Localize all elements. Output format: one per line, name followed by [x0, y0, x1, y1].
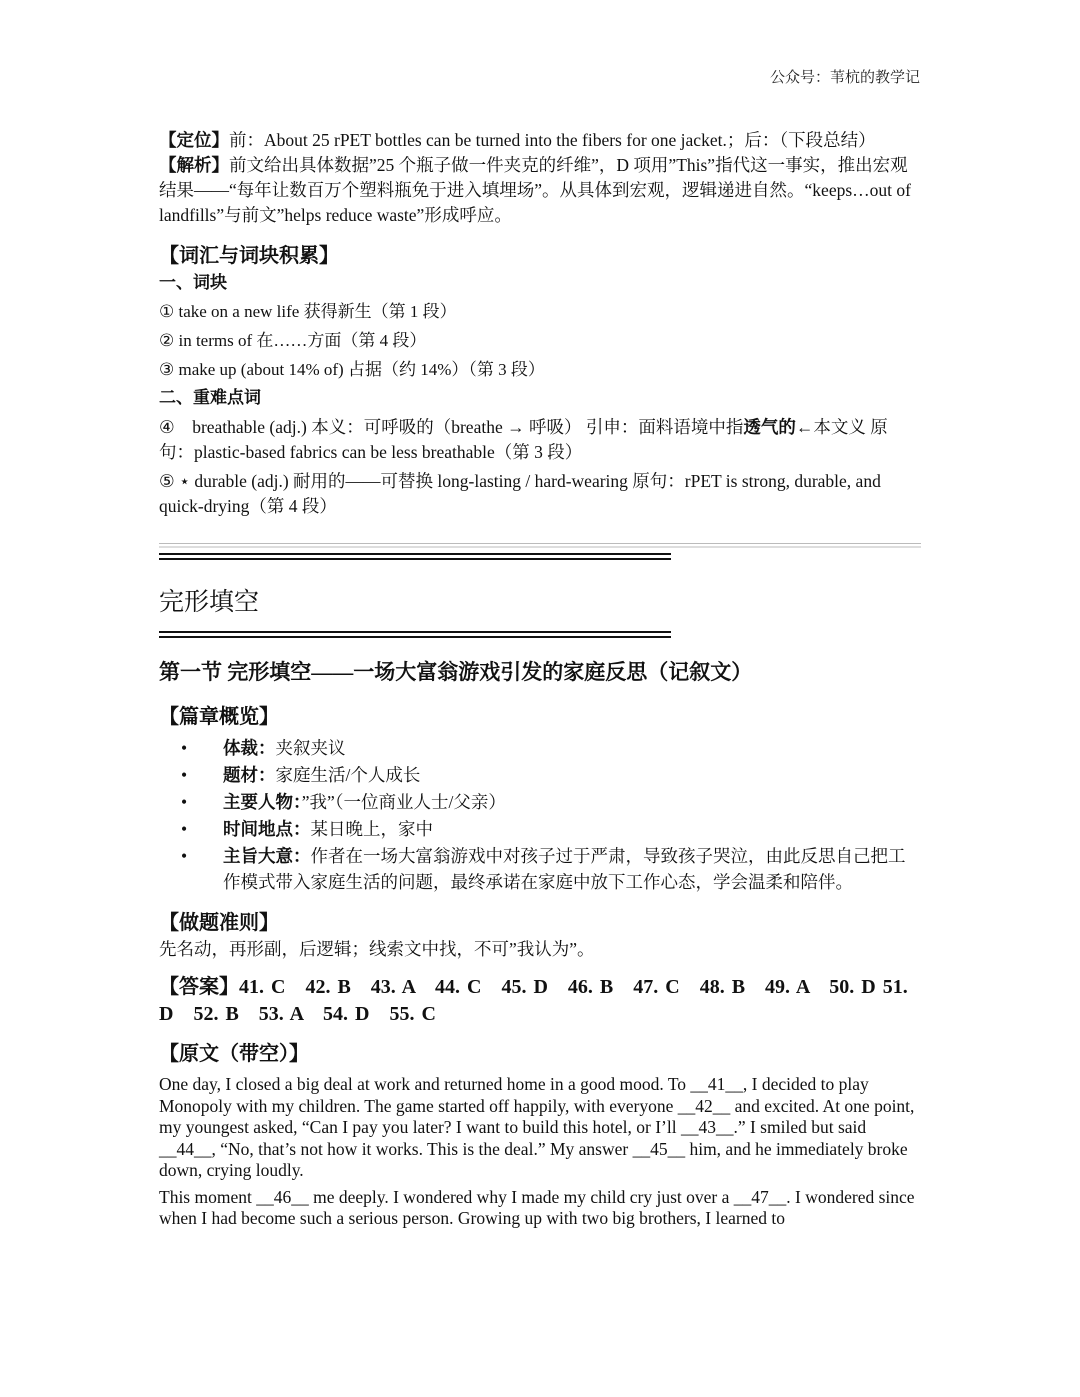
- vocab-heading: 【词汇与词块积累】: [159, 245, 339, 267]
- original-heading: 【原文（带空）】: [159, 1043, 309, 1065]
- answers-text: 41. C 42. B 43. A 44. C 45. D 46. B 47. C 48. B 49. A 50. D 51. D 52. B 53. A 54. D 55. C: [159, 976, 908, 1025]
- bullet-icon: •: [181, 792, 188, 812]
- overview-heading: 【篇章概览】: [159, 706, 279, 728]
- locate-paragraph: [159, 128, 921, 153]
- list-item: • 题材：家庭生活/个人成长: [159, 762, 921, 788]
- double-rule: [159, 631, 671, 638]
- double-rule: [159, 553, 671, 560]
- section-title: 完形填空: [159, 587, 260, 616]
- word4-pre: ④ breathable (adj.) 本义：可呼吸的（breathe → 呼吸） 引申：面料语境中指: [159, 417, 744, 437]
- analysis-tag: 【解析】: [159, 155, 229, 175]
- gray-rule: [159, 543, 921, 548]
- chunk-item: ② in terms of 在……方面（第 4 段）: [159, 331, 427, 350]
- document-content: [159, 128, 921, 1230]
- bullet-icon: •: [181, 846, 188, 866]
- locate-text: 前：About 25 rPET bottles can be turned into the fibers for one jacket.；后：（下段总结）: [229, 130, 876, 150]
- word-item-5: ⑤ ⋆ durable (adj.) 耐用的——可替换 long-lasting / hard-wearing 原句：rPET is strong, durable, and quick-drying（第 4 段）: [159, 471, 881, 516]
- list-item: • 主旨大意：作者在一场大富翁游戏中对孩子过于严肃，导致孩子哭泣，由此反思自己把工作模式带入家庭生活的问题，最终承诺在家庭中放下工作心态，学会温柔和陪伴。: [159, 843, 921, 895]
- locate-tag: 【定位】: [159, 130, 229, 150]
- bullet-icon: •: [181, 765, 188, 785]
- chunk-item: ③ make up (about 14% of) 占据（约 14%）（第 3 段）: [159, 360, 545, 379]
- answers-tag: 【答案】: [159, 976, 239, 998]
- separator: [159, 537, 921, 567]
- word-item-4: [159, 415, 921, 465]
- list-item: • 体裁：夹叙夹议: [159, 735, 921, 761]
- bullet-icon: •: [181, 738, 188, 758]
- story-paragraph: This moment __46__ me deeply. I wondered why I made my child cry just over a __47__. I wondered since when I had become such a serious person. Growing up with two big brothers, I learned to: [159, 1186, 915, 1228]
- node-title: 第一节 完形填空——一场大富翁游戏引发的家庭反思（记叙文）: [159, 660, 753, 684]
- list-item: • 时间地点：某日晚上，家中: [159, 816, 921, 842]
- header-note: 公众号：苇杭的教学记: [769, 70, 920, 86]
- bullet-icon: •: [181, 819, 188, 839]
- answers-line: [159, 974, 921, 1028]
- chunk-item: ① take on a new life 获得新生（第 1 段）: [159, 302, 457, 321]
- overview-list: [159, 735, 921, 895]
- separator: [159, 631, 921, 641]
- analysis-paragraph: [159, 153, 921, 228]
- chunks-title: 一、词块: [159, 273, 227, 292]
- story-paragraph: One day, I closed a big deal at work and returned home in a good mood. To __41__, I decided to play Monopoly with my children. The game started off happily, with everyone __42__ and excited. At one point, my youngest asked, “Can I pay you later? I want to build this hotel, or I’ll __43__.” I smiled but said __44__, “No, that’s not how it works. This is the deal.” My answer __45__ him, and he immediately broke down, crying loudly.: [159, 1074, 915, 1180]
- list-item: • 主要人物：”我”（一位商业人士/父亲）: [159, 789, 921, 815]
- word4-bold: 透气的: [743, 417, 796, 437]
- rules-heading: 【做题准则】: [159, 912, 279, 934]
- analysis-text: 前文给出具体数据”25 个瓶子做一件夹克的纤维”，D 项用”This”指代这一事实，推出宏观结果——“每年让数百万个塑料瓶免于进入填埋场”。从具体到宏观，逻辑递进自然。“keeps…out of landfills”与前文”helps reduce waste”形成呼应。: [159, 155, 911, 225]
- words-title: 二、重难点词: [159, 388, 261, 407]
- word4-post: ←本文义 原句：plastic-based fabrics can be less breathable（第 3 段）: [159, 417, 888, 462]
- rules-text: 先名动，再形副，后逻辑；线索文中找，不可”我认为”。: [159, 939, 595, 959]
